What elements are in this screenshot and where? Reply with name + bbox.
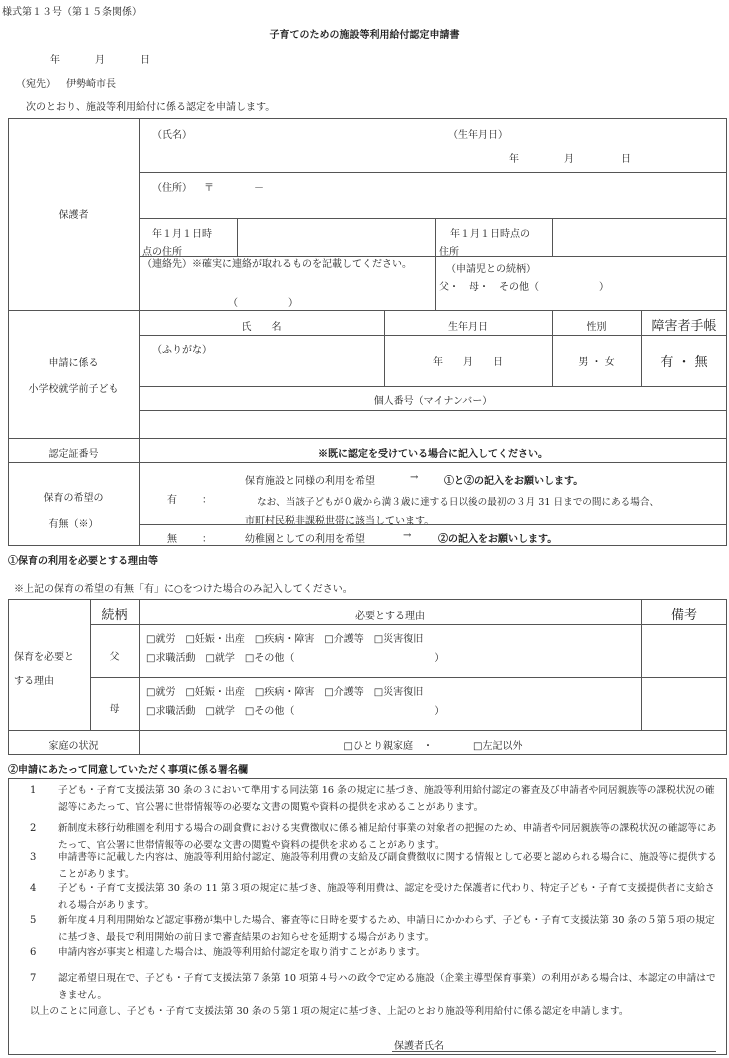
section2-heading: ②申請にあたって同意していただく事項に係る署名欄	[8, 765, 248, 776]
mynumber-input[interactable]	[141, 412, 725, 436]
child-section-label: 申請に係る	[48, 358, 99, 369]
wish-yes-option: 保育施設と同様の利用を希望	[245, 476, 375, 487]
divider	[237, 218, 238, 256]
divider	[8, 730, 727, 731]
divider	[139, 335, 727, 336]
guardian-address-input[interactable]	[220, 176, 720, 216]
wish-no-colon: ：	[202, 534, 212, 545]
jan1-address-input-b[interactable]	[554, 220, 725, 254]
guardian-name-label: （氏名）	[152, 130, 192, 141]
divider	[139, 410, 727, 411]
wish-no-label[interactable]: 無	[167, 534, 177, 545]
jan1-address-label-a: 年１月１日時	[152, 229, 212, 240]
consent-item-number: 5	[30, 915, 37, 926]
postal-dash: －	[254, 183, 264, 194]
guardian-birth-year[interactable]: 年	[509, 154, 519, 165]
child-col-birth: 生年月日	[448, 322, 488, 333]
jan1-address-label-b-2: 住所	[439, 247, 459, 258]
consent-item	[18, 912, 718, 946]
consent-item	[18, 782, 718, 816]
guardian-address-label: （住所）	[152, 183, 192, 194]
col-reason: 必要とする理由	[355, 611, 425, 622]
guardian-birth-month[interactable]: 月	[564, 154, 574, 165]
mother-label: 母	[109, 704, 120, 715]
child-name-input[interactable]	[141, 337, 382, 384]
postal-mark: 〒	[204, 183, 214, 194]
childcare-wish-label: 保育の希望の	[43, 493, 104, 504]
child-col-disability: 障害者手帳	[651, 319, 717, 334]
wish-yes-label[interactable]: 有	[167, 495, 177, 506]
col-remarks: 備考	[670, 608, 697, 623]
guardian-birth-day[interactable]: 日	[621, 154, 631, 165]
consent-item-number: 6	[30, 947, 37, 958]
divider	[90, 624, 727, 625]
divider	[435, 218, 436, 310]
intro-text: 次のとおり、施設等利用給付に係る認定を申請します。	[26, 102, 276, 113]
consent-item-number: 1	[30, 785, 37, 796]
addressee-label: （宛先）	[16, 79, 56, 90]
divider	[8, 438, 727, 439]
consent-item	[18, 970, 718, 1004]
consent-item-text: 子ども・子育て支援法第 30 条の 11 第３項の規定に基づき、施設等利用費は、認定を受けた保護者に代わり、特定子ども・子育て支援提供者に支給される場合があります。	[58, 883, 715, 911]
date-day-label: 日	[140, 55, 150, 66]
household-options[interactable]: □ひとり親家庭 ・ □左記以外	[343, 741, 523, 752]
signature-line[interactable]	[392, 1051, 716, 1052]
section1-heading: ①保育の利用を必要とする理由等	[8, 556, 158, 567]
child-birth-input[interactable]: 年 月 日	[433, 357, 503, 368]
divider	[8, 462, 727, 463]
form-number: 様式第１３号（第１５条関係）	[2, 7, 142, 18]
wish-no-instruction: ②の記入をお願いします。	[438, 534, 558, 545]
relation-label: （申請児との続柄）	[446, 264, 536, 275]
reasons-row-label: 保育を必要と	[14, 652, 74, 663]
father-label: 父	[109, 652, 120, 663]
arrow-right-icon: →	[403, 530, 412, 541]
certificate-label: 認定証番号	[48, 449, 99, 460]
addressee: 伊勢崎市長	[66, 79, 116, 90]
arrow-right-icon: →	[410, 472, 419, 483]
child-section-label-2: 小学校就学前子ども	[28, 384, 119, 395]
consent-item-text: 申請内容が事実と相違した場合は、施設等利用給付認定を取り消すことがあります。	[58, 947, 426, 958]
consent-item-number: 3	[30, 852, 37, 863]
consent-item-text: 子ども・子育て支援法第 30 条の３において準用する同法第 16 条の規定に基づき、施設等利用給付認定の審査及び申請者や同居親族等の課税状況の確認等にあたって、官公署に世帯情報等の必要な文書の閲覧や資料の提供を求めることがあります。	[58, 785, 715, 813]
wish-yes-note-2: 市町村民税非課税世帯に該当しています。	[245, 516, 435, 527]
date-month-label: 月	[95, 55, 105, 66]
divider	[139, 218, 727, 219]
wish-yes-colon: ：	[202, 495, 212, 506]
child-sex-options[interactable]: 男 ・ 女	[578, 357, 615, 368]
jan1-address-input-a[interactable]	[239, 220, 433, 254]
section1-note: ※上記の保育の希望の有無「有」に○をつけた場合のみ記入してください。	[14, 584, 353, 595]
consent-item-text: 認定希望日現在で、子ども・子育て支援法第７条第 10 項第４号ハの政令で定める施設（企業主導型保育事業）の利用がある場合は、本認定の申請はできません。	[58, 973, 716, 1001]
date-year-label: 年	[50, 55, 60, 66]
household-label: 家庭の状況	[48, 741, 99, 752]
father-remarks-input[interactable]	[643, 626, 725, 676]
reasons-row-label-2: する理由	[14, 676, 54, 687]
guardian-section-label: 保護者	[58, 210, 89, 221]
consent-item-text: 申請書等に記載した内容は、施設等利用給付認定、施設等利用費の支給及び副食費徴収に関する情報として必要と認められる場合に、施設等に提供することがあります。	[58, 852, 717, 880]
mother-reasons-line2[interactable]: □求職活動 □就学 □その他（ ）	[146, 706, 445, 717]
jan1-address-label-b: 年１月１日時点の	[450, 229, 530, 240]
consent-item	[18, 880, 718, 914]
consent-item	[18, 849, 718, 883]
agreement-text: 以上のことに同意し、子ども・子育て支援法第 30 条の５第１項の規定に基づき、上記のとおり施設等利用給付に係る認定を申請します。	[30, 1006, 629, 1017]
signature-label: 保護者氏名	[394, 1041, 444, 1052]
divider	[552, 218, 553, 256]
certificate-note[interactable]: ※既に認定を受けている場合に記入してください。	[318, 449, 548, 460]
consent-item	[18, 944, 718, 962]
consent-item-number: 7	[30, 973, 37, 984]
relation-options[interactable]: 父・ 母・ その他（ ）	[439, 282, 609, 293]
consent-item-number: 4	[30, 883, 37, 894]
contact-phone-field[interactable]: （ ）	[228, 298, 298, 309]
divider	[139, 386, 727, 387]
consent-item-text: 新制度未移行幼稚園を利用する場合の副食費における実費徴収に係る補足給付事業の対象者の把握のため、申請者や同居親族等の課税状況の確認等にあたって、官公署に世帯情報等の必要な文書の閲覧や資料の提供を求めることがあります。	[58, 823, 717, 851]
divider	[139, 172, 727, 173]
wish-yes-instruction: ①と②の記入をお願いします。	[444, 476, 584, 487]
contact-label: （連絡先）※確実に連絡が取れるものを記載してください。	[142, 259, 412, 270]
childcare-wish-label-2: 有無（※）	[48, 519, 99, 530]
consent-item-text: 新年度４月利用開始など認定事務が集中した場合、審査等に日時を要するため、申請日にかかわらず、子ども・子育て支援法第 30 条の５第５項の規定に基づき、最長で利用開始の前日まで審査結果のお知らせを延期する場合があります。	[58, 915, 715, 943]
divider	[90, 677, 727, 678]
divider	[139, 256, 727, 257]
furigana-label: （ふりがな）	[152, 345, 212, 356]
page-title: 子育てのための施設等利用給付認定申請書	[269, 30, 460, 41]
mother-remarks-input[interactable]	[643, 679, 725, 729]
child-col-name: 氏 名	[241, 322, 282, 333]
child-col-sex: 性別	[586, 322, 607, 333]
divider	[8, 310, 727, 311]
consent-item-number: 2	[30, 823, 37, 834]
child-disability-options[interactable]: 有 ・ 無	[660, 355, 708, 370]
col-relation: 続柄	[101, 608, 128, 623]
father-reasons-line2[interactable]: □求職活動 □就学 □その他（ ）	[146, 653, 445, 664]
mother-reasons-line1[interactable]: □就労 □妊娠・出産 □疾病・障害 □介護等 □災害復旧	[146, 687, 424, 698]
jan1-address-label-a-2: 点の住所	[142, 247, 182, 258]
wish-yes-note: なお、当該子どもが０歳から満３歳に達する日以後の最初の３月 31 日までの間にある場合、	[257, 497, 660, 508]
divider	[139, 524, 727, 525]
wish-no-option: 幼稚園としての利用を希望	[245, 534, 365, 545]
guardian-birth-label: （生年月日）	[448, 130, 508, 141]
mynumber-label: 個人番号（マイナンバー）	[373, 396, 493, 407]
father-reasons-line1[interactable]: □就労 □妊娠・出産 □疾病・障害 □介護等 □災害復旧	[146, 634, 424, 645]
